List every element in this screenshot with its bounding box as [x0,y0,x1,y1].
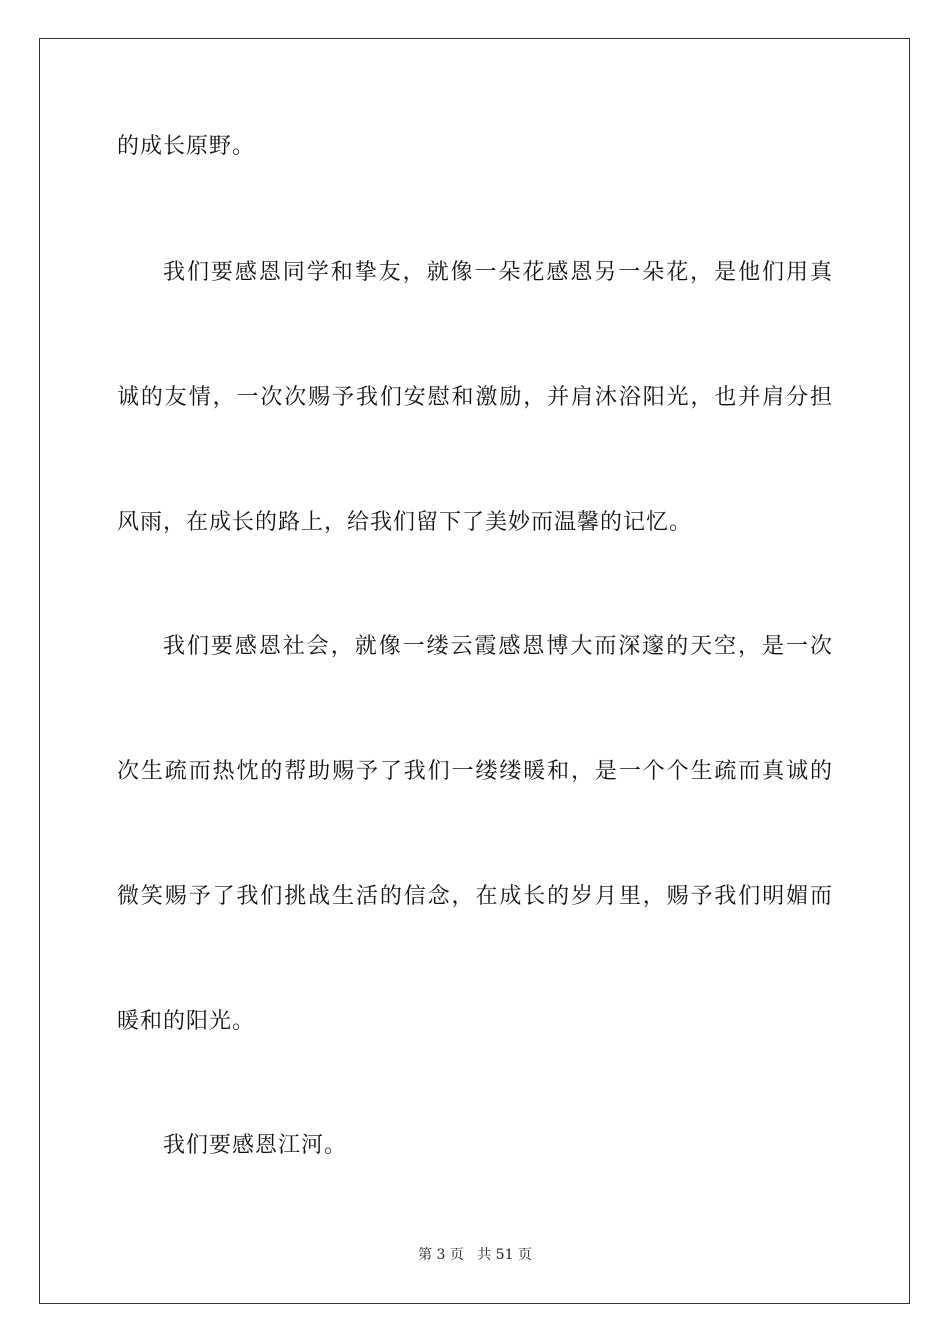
text-line: 我们要感恩社会，就像一缕云霞感恩博大而深邃的天空，是一次 [163,634,833,659]
page-footer [0,1245,950,1265]
text-line: 诚的友情，一次次赐予我们安慰和激励，并肩沐浴阳光，也并肩分担 [117,385,833,410]
page-total: 共 51 页 [477,1247,532,1263]
text-line: 我们要感恩同学和挚友，就像一朵花感恩另一朵花，是他们用真 [163,260,833,285]
text-line: 的成长原野。 [117,134,256,159]
text-line: 次生疏而热忱的帮助赐予了我们一缕缕暖和，是一个个生疏而真诚的 [117,759,833,784]
text-line: 微笑赐予了我们挑战生活的信念，在成长的岁月里，赐予我们明媚而 [117,884,833,909]
page-border [39,38,910,1304]
page-number: 第 3 页 [418,1247,464,1263]
text-line: 风雨，在成长的路上，给我们留下了美妙而温馨的记忆。 [117,510,693,535]
text-line: 暖和的阳光。 [117,1009,256,1034]
text-line: 我们要感恩江河。 [163,1133,348,1158]
